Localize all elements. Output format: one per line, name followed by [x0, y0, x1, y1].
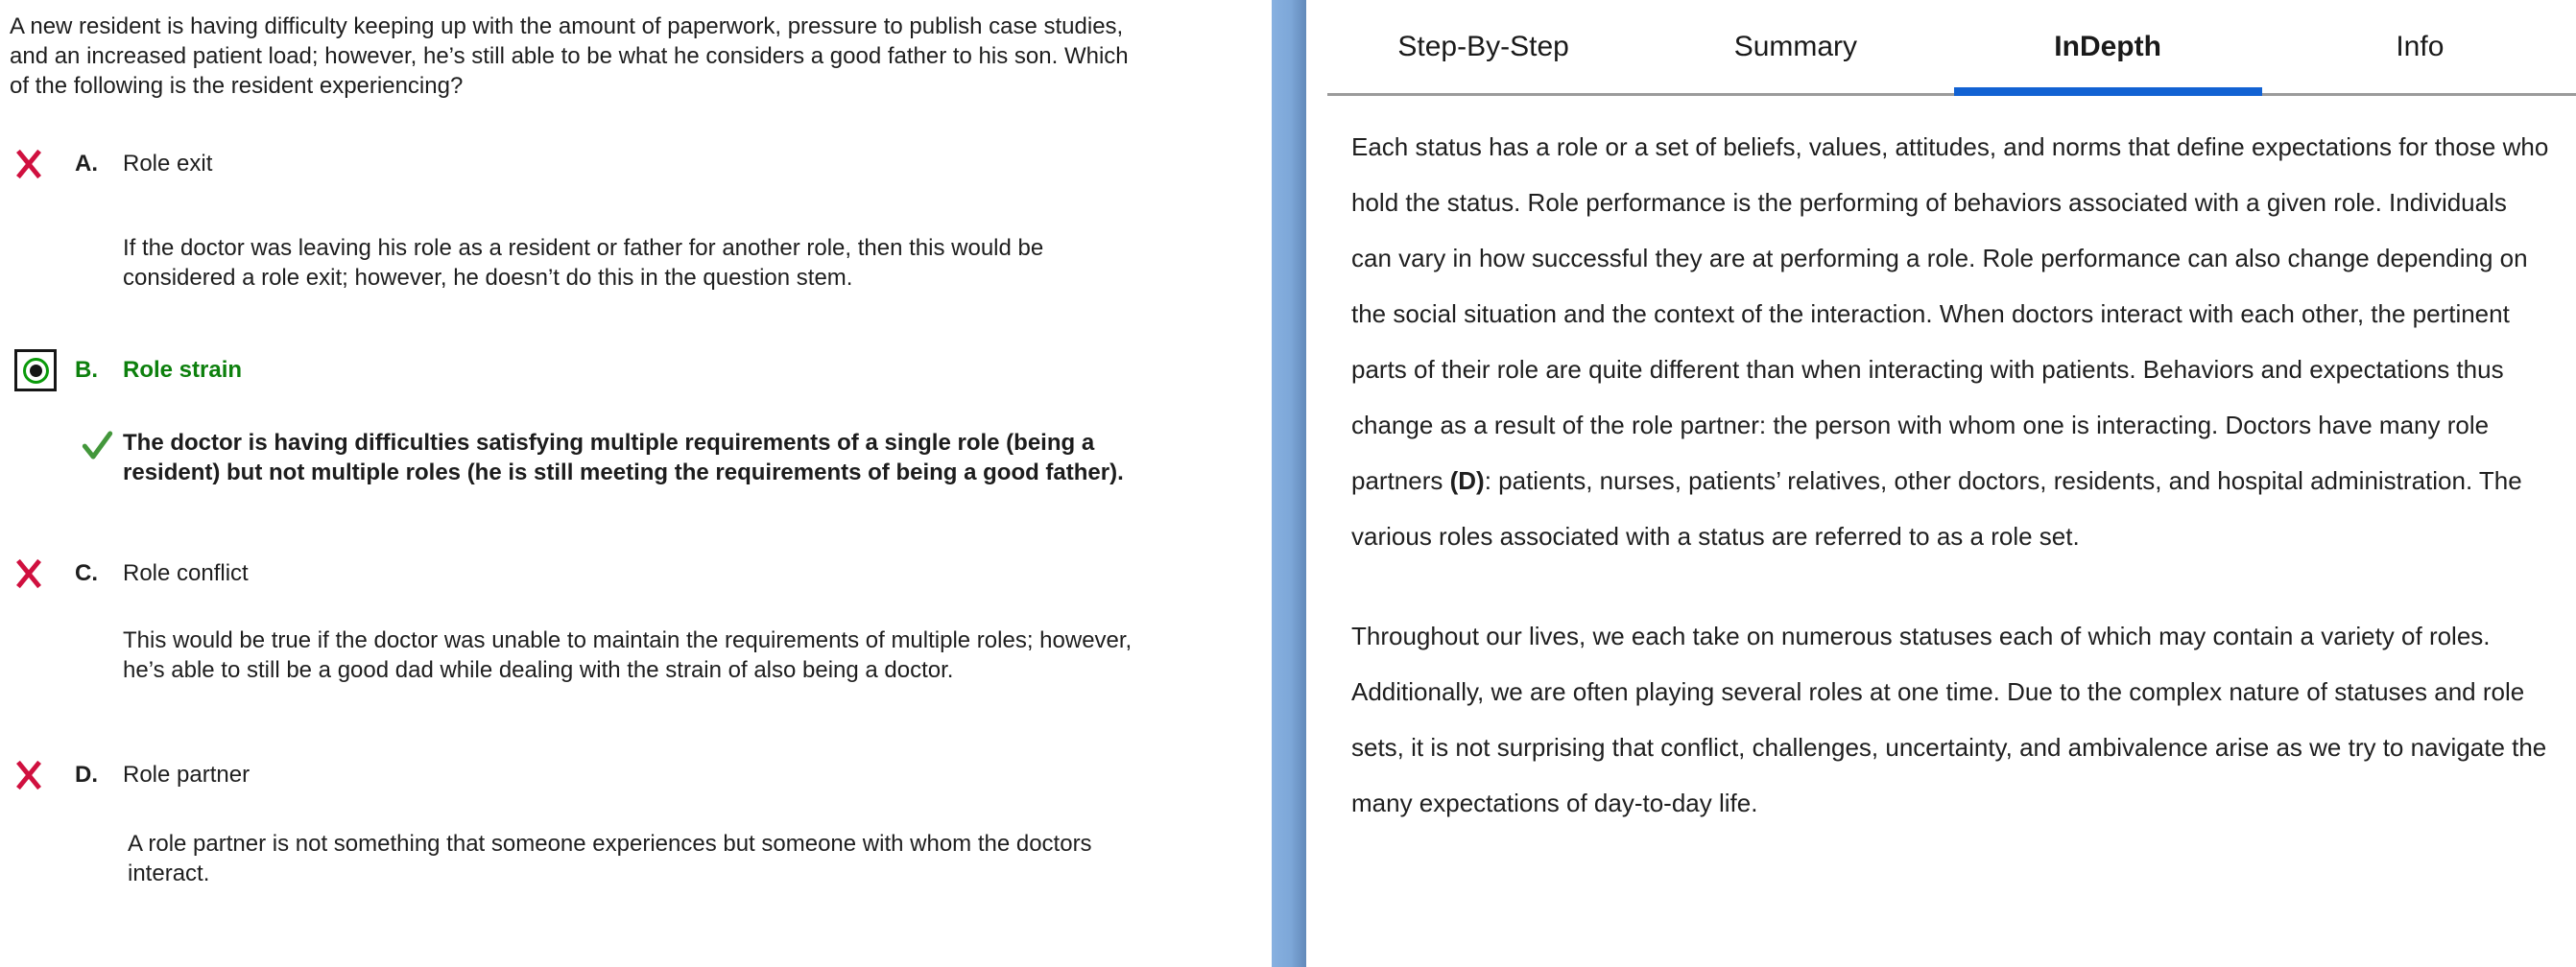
question-text: A new resident is having difficulty keeping up with the amount of paperwork, pressure to publish case studies, and an increased patient load; however, he’s still able to be what he considers a good father to his son. Which of the following is the resident experiencing? [10, 13, 1129, 99]
text-segment: Each status has a role or a set of beliefs, values, attitudes, and norms that define expectations for those who hold the status. Role performance is the performing of behaviors associated with a given role. Individuals can vary in how successful they are at performing a role. Role performance can also change depending on the social situation and the context of the interaction. When doctors interact with each other, the pertinent parts of their role are quite different than when interacting with patients. Behaviors and expectations thus change as a result of the role partner: the person with whom one is interacting. Doctors have many role partners [1351, 132, 2549, 495]
answer-explanation-b: The doctor is having difficulties satisfying multiple requirements of a single role (being a resident) but not multiple roles (he is still meeting the requirements of being a good father). [123, 430, 1124, 485]
selected-radio-icon[interactable] [10, 349, 75, 391]
answer-explanation-c: This would be true if the doctor was unable to maintain the requirements of multiple roles; however, he’s able to still be a good dad while dealing with the strain of also being a doctor. [123, 627, 1133, 683]
incorrect-x-icon [10, 558, 75, 589]
question-panel [0, 0, 1272, 967]
answer-label: Role partner [123, 762, 250, 788]
answer-letter: C. [75, 560, 98, 586]
tab-indepth-label: InDepth [2054, 30, 2161, 62]
answer-option-c[interactable] [10, 556, 1272, 591]
answer-option-d[interactable] [10, 758, 1272, 792]
answer-letter: B. [75, 357, 98, 383]
indepth-content [1306, 119, 2576, 831]
active-tab-indicator [1954, 87, 2262, 96]
answer-explanation-b-row [10, 428, 1272, 487]
answer-letter: D. [75, 762, 98, 788]
answer-option-b[interactable] [10, 348, 1272, 392]
correct-check-icon [10, 428, 123, 487]
text-segment: : patients, nurses, patients’ relatives, other doctors, residents, and hospital administration. The various roles associated with a status are referred to as a role set. [1351, 466, 2522, 551]
indepth-paragraph-2 [1351, 608, 2553, 831]
answer-label: Role exit [123, 151, 213, 177]
answer-label: Role conflict [123, 560, 249, 586]
panel-scrollbar[interactable] [1272, 0, 1306, 967]
answer-option-a[interactable] [10, 147, 1272, 181]
answer-explanation-d: A role partner is not something that someone experiences but someone with whom the doctors interact. [128, 831, 1092, 886]
indepth-paragraph-1 [1351, 119, 2553, 564]
bold-term: (D) [1449, 466, 1485, 495]
tab-info[interactable]: Info [2396, 30, 2445, 62]
tab-step-by-step[interactable]: Step-By-Step [1397, 30, 1569, 62]
tab-bar [1327, 0, 2576, 96]
tab-indepth[interactable] [1952, 0, 2264, 93]
incorrect-x-icon [10, 149, 75, 179]
answer-letter: A. [75, 151, 98, 177]
tab-summary[interactable]: Summary [1733, 30, 1858, 62]
text-segment: Throughout our lives, we each take on numerous statuses each of which may contain a variety of roles. Additionally, we are often playing several roles at one time. Due to the complex nature of statuses and role sets, it is not surprising that conflict, challenges, uncertainty, and ambivalence arise as we try to navigate the many expectations of day-to-day life. [1351, 622, 2547, 817]
answer-label: Role strain [123, 357, 243, 383]
incorrect-x-icon [10, 760, 75, 790]
answer-explanation-a: If the doctor was leaving his role as a resident or father for another role, then this would be considered a role exit; however, he doesn’t do this in the question stem. [123, 235, 1044, 291]
explanation-panel [1306, 0, 2576, 967]
